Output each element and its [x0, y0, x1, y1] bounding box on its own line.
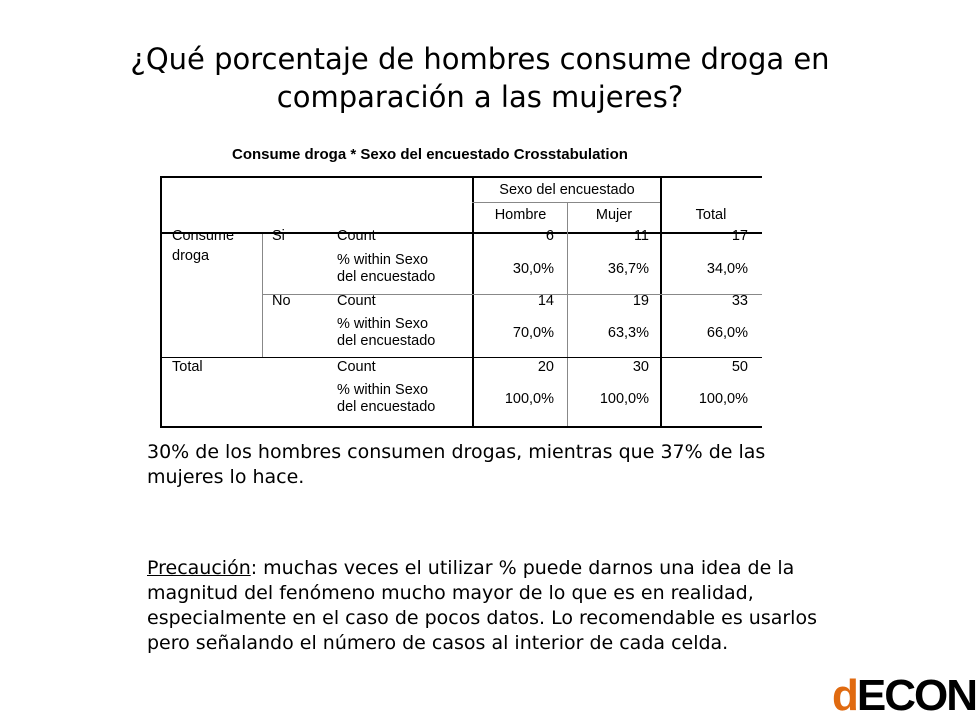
total-pct-mujer: 100,0%: [599, 391, 649, 407]
stat-label-count: Count: [337, 228, 376, 244]
caution-text: : muchas veces el utilizar % puede darnos una idea de la magnitud del fenómeno mucho mayor de lo que es en realidad, especialmente en el caso de pocos datos. Lo recomendable es usarlos pero señalando el número de casos al interior de cada celda.: [147, 557, 817, 654]
stat-label-pct-line2: del encuestado: [337, 399, 436, 415]
crosstab-table: [160, 176, 762, 428]
stat-label-pct-line1: % within Sexo: [337, 316, 429, 332]
no-pct-total: 66,0%: [706, 325, 748, 341]
stub-divider: [262, 234, 263, 358]
slide-title: ¿Qué porcentaje de hombres consume droga en comparación a las mujeres?: [130, 42, 830, 114]
logo-d: d: [832, 671, 857, 720]
finding-text: 30% de los hombres consumen drogas, mientras que 37% de las mujeres lo hace.: [147, 441, 766, 488]
si-pct-hombre: 30,0%: [512, 261, 554, 277]
col-header-mujer: Mujer: [595, 207, 633, 223]
total-count-total: 50: [731, 359, 748, 375]
total-count-mujer: 30: [632, 359, 649, 375]
si-pct-total: 34,0%: [706, 261, 748, 277]
group-header-line: [472, 202, 660, 203]
decon-logo: [832, 671, 976, 720]
stat-label-pct-line2: del encuestado: [337, 333, 436, 349]
col-header-hombre: Hombre: [494, 207, 547, 223]
row-label-si: Si: [272, 228, 285, 244]
row-var-label-line2: droga: [172, 248, 210, 264]
stat-label-count: Count: [337, 359, 376, 375]
no-pct-mujer: 63,3%: [607, 325, 649, 341]
si-pct-mujer: 36,7%: [607, 261, 649, 277]
logo-rest: ECON: [856, 671, 976, 720]
stat-label-count: Count: [337, 293, 376, 309]
total-pct-hombre: 100,0%: [504, 391, 554, 407]
total-row-line: [162, 357, 762, 358]
crosstab-title: Consume droga * Sexo del encuestado Crosstabulation: [232, 146, 628, 163]
total-pct-total: 100,0%: [698, 391, 748, 407]
si-count-hombre: 6: [545, 228, 554, 244]
stat-label-pct-line2: del encuestado: [337, 269, 436, 285]
caution-label: Precaución: [147, 557, 251, 579]
row-var-label-line1: Consume: [172, 228, 235, 244]
caution-paragraph: [147, 556, 827, 656]
group-header: Sexo del encuestado: [499, 182, 635, 198]
stat-label-pct-line1: % within Sexo: [337, 382, 429, 398]
col-header-total: Total: [695, 207, 727, 223]
stat-label-pct-line1: % within Sexo: [337, 252, 429, 268]
si-count-total: 17: [731, 228, 748, 244]
no-count-hombre: 14: [537, 293, 554, 309]
si-count-mujer: 11: [633, 228, 649, 244]
no-count-mujer: 19: [632, 293, 649, 309]
row-label-total: Total: [172, 359, 203, 375]
no-count-total: 33: [731, 293, 748, 309]
total-count-hombre: 20: [537, 359, 554, 375]
no-pct-hombre: 70,0%: [512, 325, 554, 341]
row-label-no: No: [272, 293, 291, 309]
